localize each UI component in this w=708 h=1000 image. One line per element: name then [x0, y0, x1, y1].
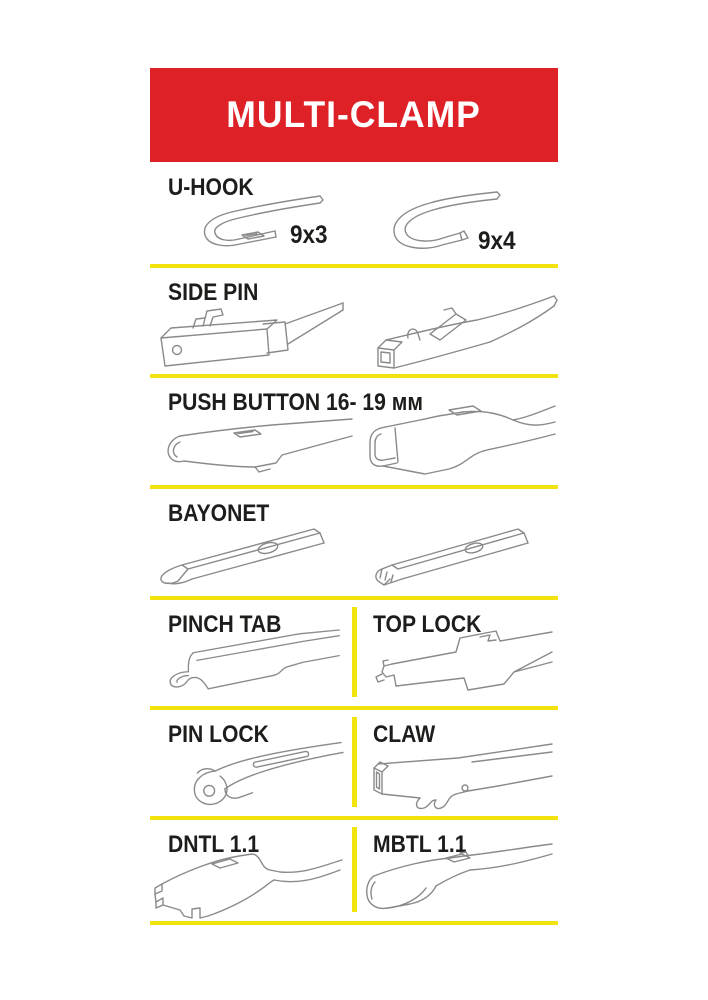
side-pin-right-drawing — [372, 290, 557, 370]
section-dntl-mbtl — [150, 820, 558, 925]
section-pin-lock-claw — [150, 710, 558, 820]
section-label-pinch-tab: PINCH TAB — [168, 611, 282, 638]
u-hook-9x3-caption: 9x3 — [290, 221, 328, 249]
dntl-drawing — [154, 848, 344, 920]
section-pinch-tab-top-lock — [150, 600, 558, 710]
section-label-side-pin: SIDE PIN — [168, 279, 259, 306]
section-side-pin — [150, 268, 558, 378]
section-label-bayonet: BAYONET — [168, 500, 270, 527]
side-pin-left-drawing — [155, 298, 345, 372]
column-divider — [352, 827, 357, 912]
mbtl-drawing — [362, 842, 556, 918]
section-label-dntl: DNTL 1.1 — [168, 831, 260, 858]
header-banner — [150, 68, 558, 162]
page-title: MULTI-CLAMP — [226, 94, 482, 135]
section-label-mbtl: MBTL 1.1 — [373, 831, 467, 858]
push-button-right-drawing — [365, 398, 557, 482]
section-push-button — [150, 378, 558, 489]
section-label-pin-lock: PIN LOCK — [168, 721, 269, 748]
u-hook-9x4-caption: 9x4 — [478, 227, 516, 255]
claw-drawing — [368, 736, 554, 814]
bayonet-left-drawing — [154, 517, 344, 593]
section-label-push-button: PUSH BUTTON 16- 19 мм — [168, 389, 424, 416]
push-button-left-drawing — [160, 414, 355, 480]
top-lock-drawing — [368, 624, 554, 704]
section-bayonet — [150, 489, 558, 600]
pin-lock-drawing — [158, 738, 343, 818]
bayonet-right-drawing — [368, 515, 548, 591]
section-label-top-lock: TOP LOCK — [373, 611, 482, 638]
section-u-hook — [150, 163, 558, 268]
column-divider — [352, 717, 357, 807]
section-label-claw: CLAW — [373, 721, 436, 748]
column-divider — [352, 607, 357, 697]
pinch-tab-drawing — [156, 630, 346, 704]
section-label-u-hook: U-HOOK — [168, 174, 254, 201]
